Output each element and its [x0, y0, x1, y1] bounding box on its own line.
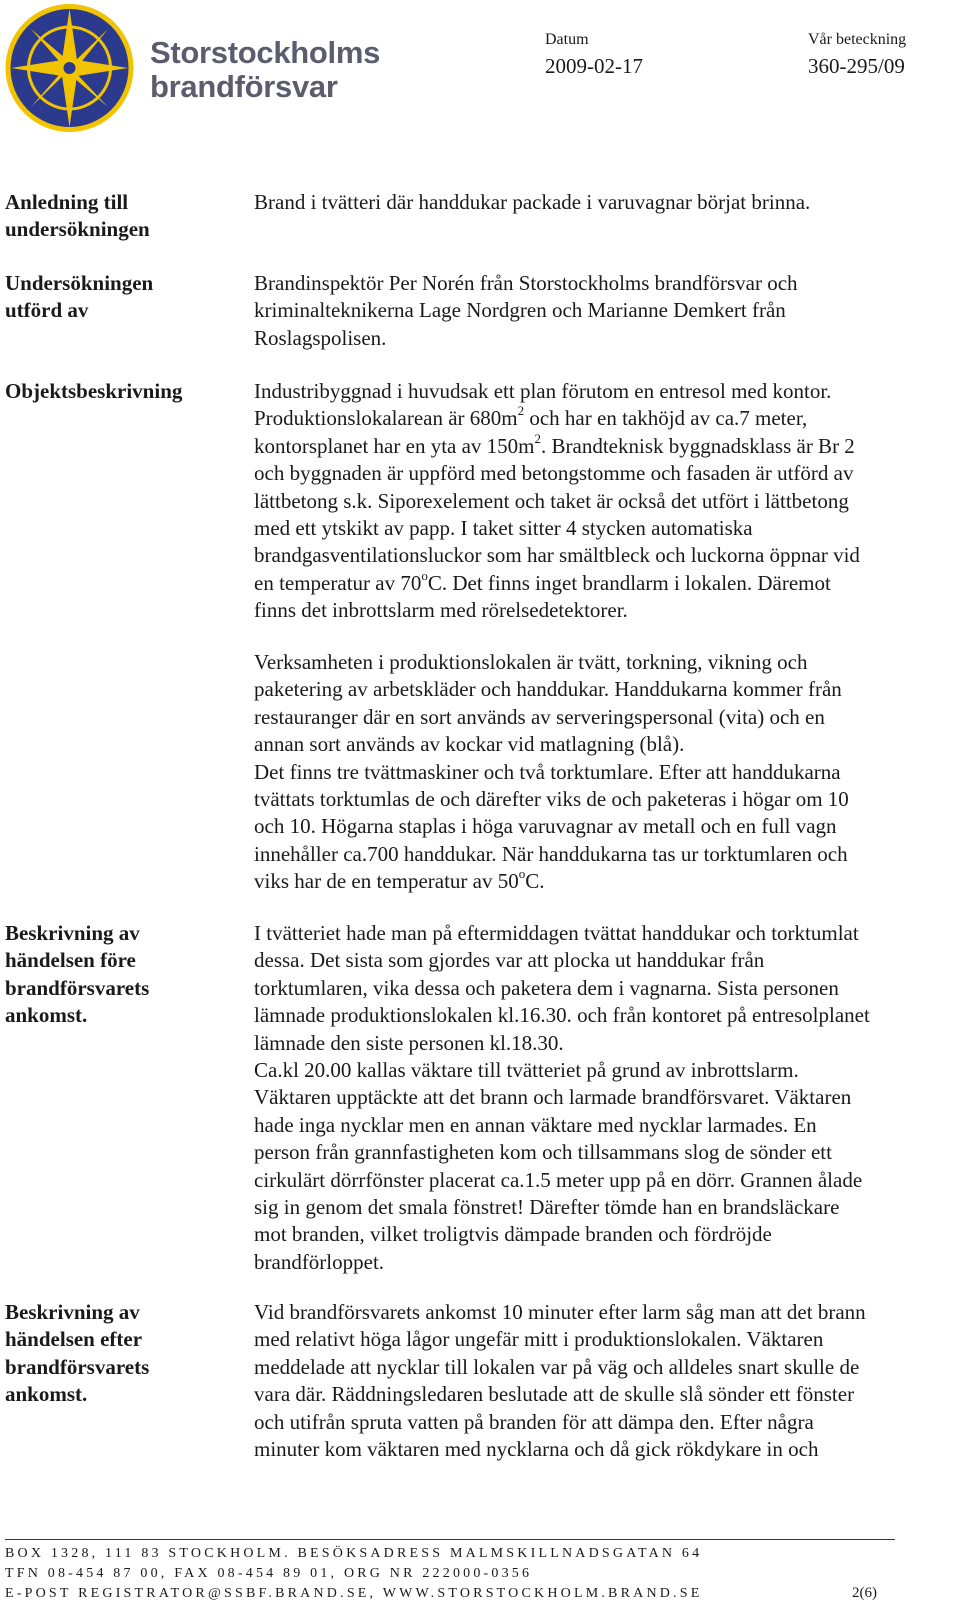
brand-line-2: brandförsvar	[150, 69, 338, 104]
section-label-performed-by: Undersökningen utförd av	[5, 271, 154, 323]
brandforsvar-logo	[3, 3, 136, 133]
before-arrival-paragraph: I tvätteriet hade man på eftermiddagen tvättat handdukar och torktumlat dessa. Det sista som gjordes var att plocka ut handdukar från torktumlaren, vika dessa och paketera dem i vagnarna. Sista personen lämnade produktionslokalen kl.16.30. och från kontoret på entresolplanet lämnade den siste personen kl.18.30. Ca.kl 20.00 kallas väktare till tvätteriet på grund av inbrottslarm. Väktaren upptäckte att det brann och larmade brandförsvaret. Väktaren hade inga nycklar men en annan väktare med nycklar larmades. En person från grannfastigheten kom och tillsammans slog de sönder ett cirkulärt dörrfönster placerat ca.1.5 meter upp på en dörr. Grannen ålade sig in genom det smala fönstret! Därefter tömde han en brandsläckare mot branden, vilket troligtvis dämpade branden och fördröjde brandförloppet.	[254, 921, 870, 1274]
section-label-reason: Anledning till undersökningen	[5, 190, 150, 242]
reference-value: 360-295/09	[808, 54, 905, 78]
section-label-before-arrival: Beskrivning av händelsen före brandförsvarets ankomst.	[5, 921, 150, 1028]
date-value: 2009-02-17	[545, 54, 643, 78]
footer-phone: TFN 08-454 87 00, FAX 08-454 89 01, ORG NR 222000-0356	[5, 1566, 533, 1581]
brand-wordmark	[150, 36, 380, 104]
footer-email-web: E-POST REGISTRATOR@SSBF.BRAND.SE, WWW.STORSTOCKHOLM.BRAND.SE	[5, 1586, 703, 1601]
footer-address: BOX 1328, 111 83 STOCKHOLM. BESÖKSADRESS MALMSKILLNADSGATAN 64	[5, 1546, 703, 1561]
page-number: 2(6)	[852, 1585, 877, 1601]
performed-by-paragraph: Brandinspektör Per Norén från Storstockholms brandförsvar och kriminalteknikerna Lage Nordgren och Marianne Demkert från Roslagspolisen.	[254, 271, 798, 350]
operations-paragraph: Verksamheten i produktionslokalen är tvätt, torkning, vikning och paketering av arbetskläder och handdukar. Handdukarna kommer från restauranger där en sort används av serveringspersonal (vita) och en annan sort används av kockar vid matlagning (blå). Det finns tre tvättmaskiner och två torktumlare. Efter att handdukarna tvättats torktumlas de och därefter viks de och paketeras i högar om 10 och 10. Högarna staplas i höga varuvagnar av metall och en full vagn innehåller ca.700 handdukar. När handdukarna tas ur torktumlaren och viks har de en temperatur av 50$^o$C.	[254, 650, 849, 894]
date-block	[545, 30, 643, 80]
section-label-object-description: Objektsbeskrivning	[5, 379, 183, 403]
object-description-paragraph: Industribyggnad i huvudsak ett plan förutom en entresol med kontor. Produktionslokalarean är $680m^2$ och har en takhöjd av ca.7 meter, kontorsplanet har en yta av $150m^2$. Brandteknisk byggnadsklass är Br 2 och byggnaden är uppförd med betongstomme och fasaden är utförd av lättbetong s.k. Siporexelement och taket är också det utfört i lättbetong med ett ytskikt av papp. I taket sitter 4 stycken automatiska brandgasventilationsluckor som har smältbleck och luckorna öppnar vid en temperatur av 70$^o$C. Det finns inget brandlarm i lokalen. Däremot finns det inbrottslarm med rörelsedetektorer.	[254, 379, 860, 623]
date-label: Datum	[545, 31, 589, 48]
after-arrival-paragraph: Vid brandförsvarets ankomst 10 minuter efter larm såg man att det brann med relativt höga lågor ungefär mitt i produktionslokalen. Väktaren meddelade att nycklar till lokalen var på väg och alldeles snart skulle de vara där. Räddningsledaren beslutade att de skulle slå sönder ett fönster och utifrån spruta vatten på branden för att dämpa den. Efter några minuter kom väktaren med nycklarna och då gick rökdykare in och	[254, 1300, 866, 1462]
footer-divider	[5, 1539, 895, 1540]
reason-paragraph: Brand i tvätteri där handdukar packade i varuvagnar börjat brinna.	[254, 190, 811, 214]
section-label-after-arrival: Beskrivning av händelsen efter brandförsvarets ankomst.	[5, 1300, 150, 1407]
reference-label: Vår beteckning	[808, 31, 907, 48]
brand-line-1: Storstockholms	[150, 35, 381, 70]
reference-block	[808, 30, 906, 80]
